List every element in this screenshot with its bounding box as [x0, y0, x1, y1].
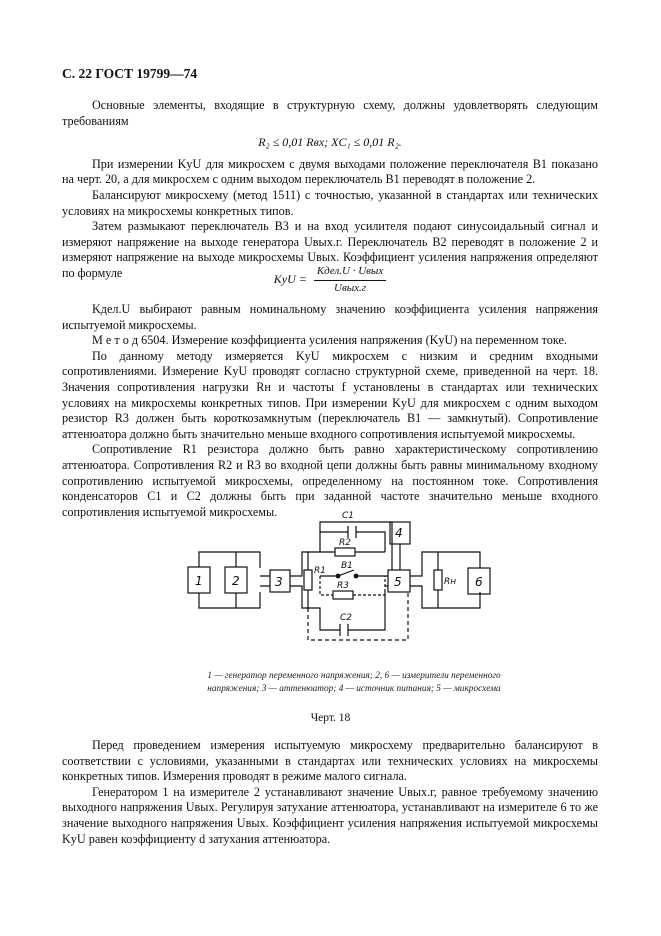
resistor-r1 — [304, 570, 312, 590]
paragraph: По данному методу измеряется KyU микросхем с низким и средним входными сопротивлениями. Измерение KyU проводят согласно структурной схеме, приведенной на черт. 18. Значения сопротивления нагрузки Rн и частоты f установлены в стандартах или технических условиях на микросхемы конкретных типов. При измерении KyU для микросхем с одним выходом резистор R3 должен быть короткозамкнутым (переключатель B1 — замкнутый). Сопротивление аттенюатора должно быть значительно меньше входного сопротивления испытуемой микросхемы. — [62, 348, 598, 441]
label-b1: B1 — [341, 561, 353, 571]
paragraph: Основные элементы, входящие в структурную схему, должны удовлетворять следующим требованиям — [62, 98, 598, 128]
paragraph: М е т о д 6504. Измерение коэффициента усиления напряжения (KyU) на переменном токе. — [92, 333, 567, 348]
wire-generator-bus — [199, 552, 260, 608]
figure-caption: Черт. 18 — [310, 712, 351, 724]
formula-numerator: Kдел.U · Uвых — [314, 264, 386, 281]
resistor-r3 — [333, 591, 353, 599]
text-block-2 — [62, 302, 598, 520]
text-block-3 — [62, 738, 598, 847]
switch-b1-contact — [354, 574, 358, 578]
label-rn: Rн — [444, 577, 457, 587]
paragraph: Балансируют микросхему (метод 1511) с точностью, указанной в стандартах или технических условиях на микросхемы конкретных типов. — [62, 187, 598, 218]
formula-denominator: Uвых.г — [334, 281, 367, 294]
circuit-diagram — [180, 500, 520, 660]
paragraph: При измерении KyU для микросхем с двумя выходами положение переключателя B1 показано на черт. 20, а для микросхем с одним выходом переключатель B1 переводят в положение 2. — [62, 156, 598, 187]
capacitor-c2 — [340, 624, 348, 636]
resistor-r2 — [335, 548, 355, 556]
paragraph: Сопротивление R1 резистора должно быть равно характеристическому сопротивлению аттенюатора. Сопротивления R2 и R3 во входной цепи должны быть равны минимальному входному сопротивлению испытуемой микросхемы, определенному на постоянном токе. Сопротивления конденсаторов C1 и C2 должны быть при заданной частоте значительно меньше входного сопротивления испытуемой микросхемы. — [62, 442, 598, 519]
block-1-label: 1 — [195, 574, 203, 588]
paragraph: Kдел.U выбирают равным номинальному значению коэффициента усиления напряжения испытуемой микросхемы. — [62, 302, 598, 332]
label-r1: R1 — [314, 566, 326, 576]
paragraph: Затем размыкают переключатель B3 и на вход усилителя подают синусоидальный сигнал и измеряют напряжение на выходе генератора Uвых.г. Переключатель B2 переводят в положение 2 и измеряют напряжение на выходе микросхемы Uвых. Коэффициент усиления напряжения определяют по формуле — [62, 219, 598, 280]
formula-fraction — [314, 264, 386, 296]
capacitor-c1 — [348, 526, 356, 538]
text-block-1 — [62, 98, 598, 282]
block-2-label: 2 — [232, 574, 240, 588]
switch-b1-contact — [336, 574, 340, 578]
gain-formula — [62, 264, 598, 296]
block-6-label: 6 — [475, 575, 483, 589]
block-4-label: 4 — [395, 526, 403, 540]
paragraph: Перед проведением измерения испытуемую микросхему предварительно балансируют в соответствии с условиями, указанными в стандартах или технических условиях на микросхемы конкретных типов. Измерения проводят в режиме малого сигнала. — [62, 738, 598, 784]
wire-from-attenuator — [290, 552, 310, 608]
wire-bottom-rail — [308, 592, 385, 630]
block-3-label: 3 — [275, 575, 283, 589]
label-c2: C2 — [340, 613, 353, 623]
block-5-label: 5 — [394, 575, 402, 589]
label-c1: C1 — [342, 511, 355, 521]
wire-dashed-return — [308, 592, 408, 640]
wire-to-attenuator — [260, 576, 270, 586]
resistor-rn — [434, 570, 442, 590]
inequality-formula: R₂ ≤ 0,01 Rвх; XC₁ ≤ 0,01 R₂. — [258, 135, 402, 150]
paragraph: Генератором 1 на измерителе 2 устанавливают значение Uвых.г, равное требуемому значению выходного напряжения Uвых. Регулируя затухание аттенюатора, устанавливают на измерителе 6 то же значение выходного напряжения Uвых. Коэффициент усиления напряжения испытуемой микросхемы KyU равен коэффициенту d затухания аттенюатора. — [62, 784, 598, 846]
formula-lhs: KyU = — [273, 272, 307, 287]
page-header: С. 22 ГОСТ 19799—74 — [62, 66, 198, 81]
label-r3: R3 — [337, 581, 349, 591]
label-r2: R2 — [339, 538, 351, 548]
figure-legend: 1 — генератор переменного напряжения; 2, 6 — измерители переменного напряжения; 3 — аттенюатор; 4 — источник питания; 5 — микросхема — [207, 671, 501, 694]
